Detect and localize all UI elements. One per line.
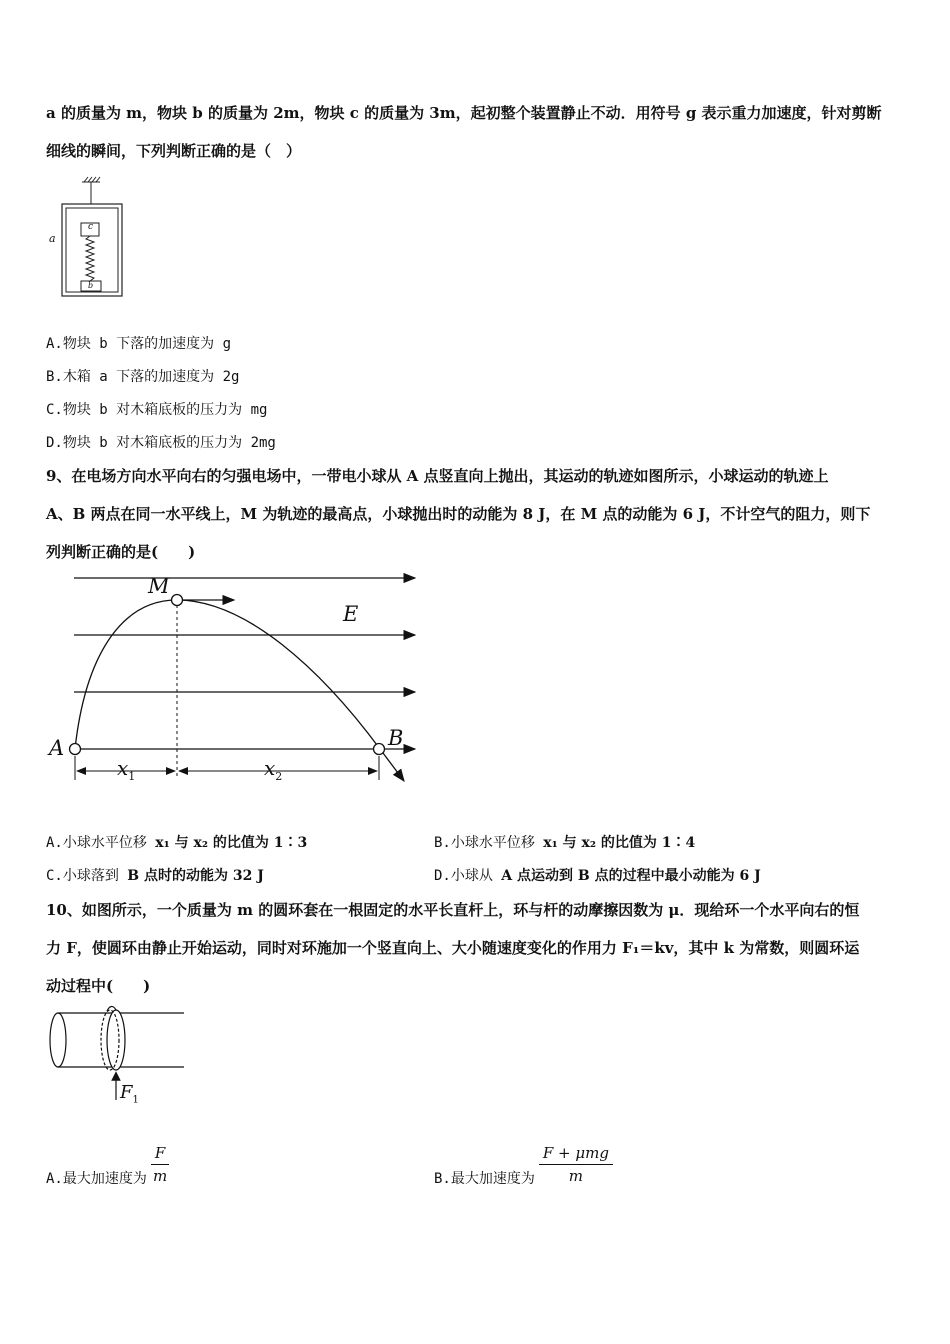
q8-option-d: D.物块 b 对木箱底板的压力为 2mg	[46, 435, 276, 451]
q10-option-a: A.最大加速度为 $\frac{F}{m}$	[46, 1140, 169, 1188]
q10-stem-line1: 10、如图所示，一个质量为 m 的圆环套在一根固定的水平长直杆上，环与杆的动摩擦因数为 μ．现给环一个水平向右的恒	[46, 901, 860, 919]
q9-fig-label-M: M	[148, 574, 170, 598]
q8-stem-line2: 细线的瞬间，下列判断正确的是（ ）	[46, 142, 302, 160]
q10-option-b-numerator: F + μmg	[539, 1144, 613, 1165]
q8-fig-label-c: c	[88, 222, 94, 232]
point-M	[172, 595, 183, 606]
q10-fig-label-F1: $F_1$	[120, 1082, 139, 1106]
q8-option-c: C.物块 b 对木箱底板的压力为 mg	[46, 402, 268, 418]
q9-option-c: C.小球落到 B 点时的动能为 32 J	[46, 868, 264, 884]
q9-fig-label-E: E	[343, 602, 359, 626]
point-B	[374, 744, 385, 755]
q10-stem-line3: 动过程中( )	[46, 977, 151, 995]
q8-option-b: B.木箱 a 下落的加速度为 2g	[46, 369, 240, 385]
q9-fig-label-A: A	[49, 736, 65, 760]
q9-option-d: D.小球从 A 点运动到 B 点的过程中最小动能为 6 J	[434, 868, 761, 884]
q8-fig-label-b: b	[88, 281, 94, 290]
q8-stem-line1: a 的质量为 m，物块 b 的质量为 2m，物块 c 的质量为 3m，起初整个装置静止不动．用符号 g 表示重力加速度，针对剪断	[46, 104, 882, 122]
trajectory-curve	[75, 600, 380, 749]
q9-stem-line2: A、B 两点在同一水平线上，M 为轨迹的最高点，小球抛出时的动能为 8 J，在 M 点的动能为 6 J，不计空气的阻力，则下	[46, 505, 871, 523]
q10-option-b-denominator: m	[568, 1166, 584, 1185]
q8-fig-label-a: a	[49, 232, 56, 245]
q10-rod-ring-figure	[46, 1008, 191, 1113]
q9-option-a: A.小球水平位移 x₁ 与 x₂ 的比值为 1∶3	[46, 835, 308, 851]
q10-option-b: B.最大加速度为 $\frac{\text{F + μmg}}{m}$	[434, 1140, 613, 1188]
q9-trajectory-figure	[40, 568, 430, 793]
q9-stem-line1: 9、在电场方向水平向右的匀强电场中，一带电小球从 A 点竖直向上抛出，其运动的轨迹如图所示，小球运动的轨迹上	[46, 467, 829, 485]
q10-option-a-denominator: m	[152, 1166, 168, 1185]
q9-fig-label-B: B	[388, 726, 404, 750]
point-A	[70, 744, 81, 755]
q9-option-b: B.小球水平位移 x₁ 与 x₂ 的比值为 1∶4	[434, 835, 696, 851]
q9-stem-line3: 列判断正确的是( )	[46, 543, 196, 561]
q10-option-a-numerator: F	[151, 1144, 169, 1165]
q9-fig-label-x1: $x_1$	[117, 756, 136, 783]
q8-option-a: A.物块 b 下落的加速度为 g	[46, 336, 232, 352]
q10-stem-line2: 力 F，使圆环由静止开始运动，同时对环施加一个竖直向上、大小随速度变化的作用力 F₁＝kv，其中 k 为常数，则圆环运	[46, 939, 860, 957]
q9-fig-label-x2: $x_2$	[264, 756, 283, 783]
